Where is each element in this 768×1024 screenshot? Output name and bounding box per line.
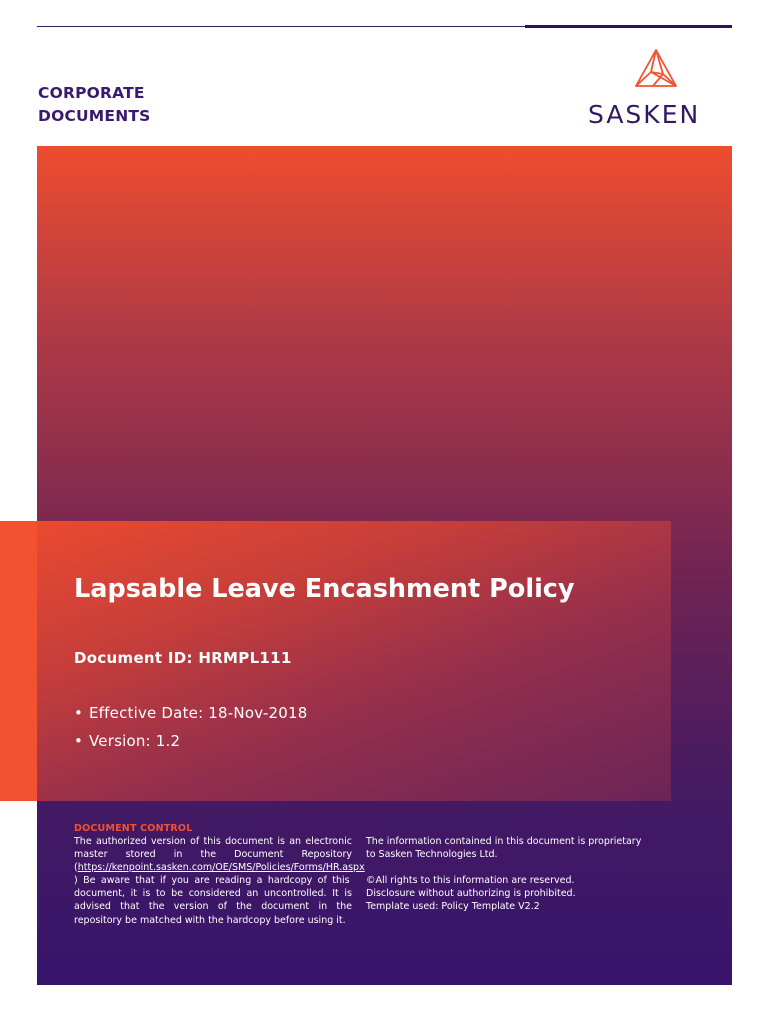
sasken-triangle-logo-icon (633, 48, 679, 90)
document-title: Lapsable Leave Encashment Policy (74, 574, 575, 604)
bullet: • (74, 732, 84, 750)
corporate-label-line1: CORPORATE (38, 84, 145, 102)
bullet: • (74, 704, 84, 722)
document-repository-link[interactable]: https://kenpoint.sasken.com/OE/SMS/Policies/Forms/HR.aspx (77, 862, 365, 874)
sasken-wordmark: SASKEN (588, 100, 701, 129)
document-control-text-end: ) Be aware that if you are reading a hardcopy of this document, it is to be considered an uncontrolled. It is advised that the version of the document in the repository be matched with the hardcopy before using it. (74, 875, 352, 926)
template-notice: Template used: Policy Template V2.2 (366, 901, 540, 913)
document-control-text (74, 835, 365, 927)
version-item (74, 727, 307, 755)
proprietary-notice: The information contained in this document is proprietary to Sasken Technologies Ltd. (366, 836, 642, 861)
orange-accent-tab (0, 521, 37, 801)
document-control-heading: DOCUMENT CONTROL (74, 823, 193, 834)
effective-date-item (74, 699, 307, 727)
document-id: Document ID: HRMPL111 (74, 649, 292, 667)
rights-notice (366, 835, 646, 913)
top-rule-accent (525, 25, 732, 28)
document-details-list (74, 699, 307, 755)
document-control-text-start: The authorized version of this document is an electronic master stored in the Document Repository ( (74, 836, 352, 874)
version: Version: 1.2 (89, 732, 181, 750)
disclosure-notice: Disclosure without authorizing is prohibited. (366, 888, 576, 900)
effective-date: Effective Date: 18-Nov-2018 (89, 704, 308, 722)
rights-reserved-notice: ©All rights to this information are reserved. (366, 875, 575, 887)
sasken-logo (586, 48, 726, 130)
corporate-documents-label (38, 82, 151, 128)
corporate-label-line2: DOCUMENTS (38, 107, 151, 125)
